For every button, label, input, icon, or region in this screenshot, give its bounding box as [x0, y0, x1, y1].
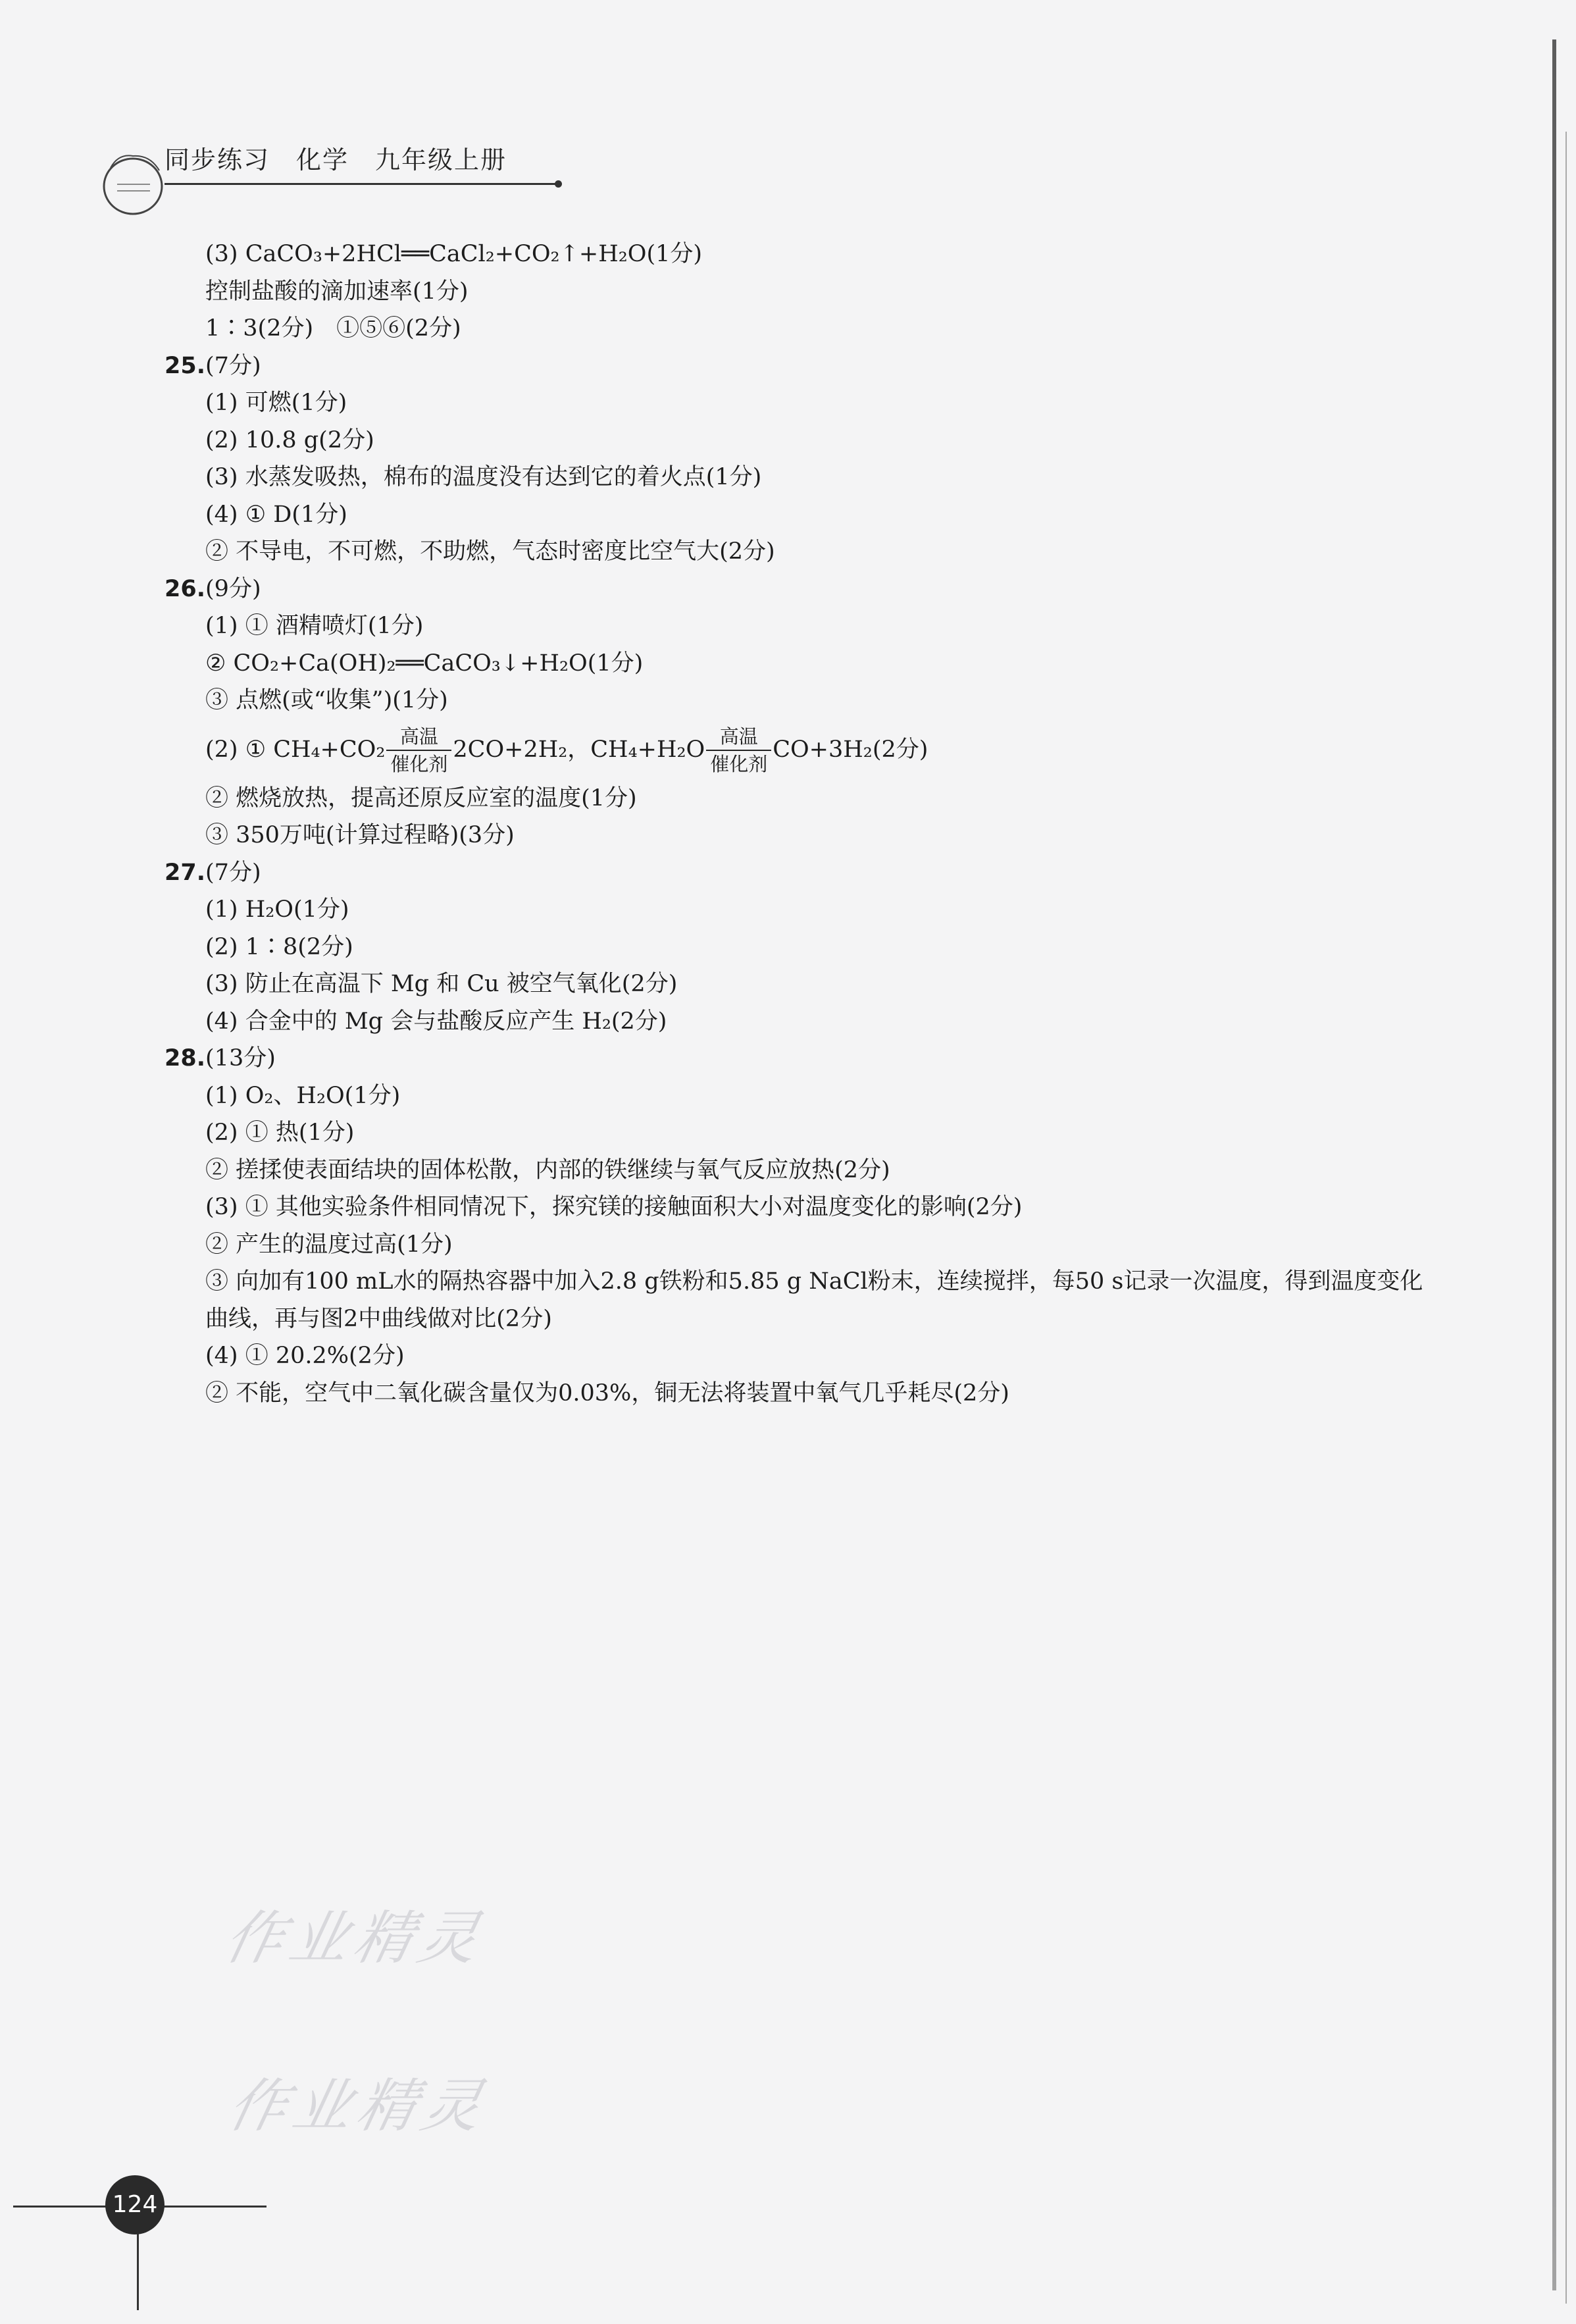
- answer-line: (2) 1∶8(2分): [205, 933, 353, 960]
- answer-line: ② 不能，空气中二氧化碳含量仅为0.03%，铜无法将装置中氧气几乎耗尽(2分): [205, 1380, 1009, 1407]
- answer-line: (1) O₂、H₂O(1分): [205, 1082, 401, 1109]
- answer-line: (1) ① 酒精喷灯(1分): [205, 613, 424, 639]
- question-number: 28.: [165, 1045, 206, 1072]
- question-header: [165, 1040, 1507, 1077]
- question-header: [165, 854, 1507, 892]
- answer-line: (1) H₂O(1分): [205, 896, 349, 923]
- answer-line: (3) ① 其他实验条件相同情况下，探究镁的接触面积大小对温度变化的影响(2分): [205, 1194, 1023, 1220]
- question-score: (7分): [205, 352, 261, 379]
- answer-line: ③ 向加有100 mL水的隔热容器中加入2.8 g铁粉和5.85 g NaCl粉末，连续搅拌，每50 s记录一次温度，得到温度变化: [205, 1268, 1423, 1295]
- answer-line: (4) 合金中的 Mg 会与盐酸反应产生 H₂(2分): [205, 1008, 667, 1035]
- answer-line: ② 产生的温度过高(1分): [205, 1231, 453, 1258]
- answer-line: ② 不导电，不可燃，不助燃，气态时密度比空气大(2分): [205, 538, 775, 565]
- question-header: [165, 348, 1507, 385]
- answer-line: ③ 点燃(或“收集”)(1分): [205, 687, 448, 713]
- scan-edge-shadow: [1552, 39, 1556, 2290]
- answer-line: (3) 防止在高温下 Mg 和 Cu 被空气氧化(2分): [205, 971, 678, 997]
- header-title: [165, 140, 533, 176]
- equation-part: CO+3H₂(2分): [773, 736, 928, 763]
- question-score: (9分): [205, 575, 261, 602]
- question-score: (7分): [205, 859, 261, 886]
- header-grade: 九年级上册: [375, 145, 507, 174]
- answer-line: ② 搓揉使表面结块的固体松散，内部的铁继续与氧气反应放热(2分): [205, 1156, 890, 1183]
- equation-line: [165, 719, 1507, 780]
- answer-line: (3) CaCO₃+2HCl══CaCl₂+CO₂↑+H₂O(1分): [205, 241, 703, 267]
- header-rule: [165, 183, 559, 185]
- answer-line: (4) ① D(1分): [205, 501, 347, 528]
- page-number: 124: [112, 2191, 158, 2218]
- question-header: [165, 571, 1507, 608]
- condition-bottom: 催化剂: [390, 753, 448, 775]
- answer-line: ② 燃烧放热，提高还原反应室的温度(1分): [205, 785, 637, 812]
- answer-line: 曲线，再与图2中曲线做对比(2分): [205, 1305, 552, 1332]
- answer-line: (1) 可燃(1分): [205, 390, 347, 416]
- answer-line: 控制盐酸的滴加速率(1分): [205, 278, 469, 305]
- condition-bottom: 催化剂: [710, 753, 768, 775]
- watermark: 作业精灵: [222, 2072, 495, 2140]
- watermark: 作业精灵: [218, 1904, 492, 1972]
- answer-line: ③ 350万吨(计算过程略)(3分): [205, 822, 515, 848]
- question-number: 25.: [165, 352, 206, 379]
- scan-edge-line: [1565, 132, 1567, 2304]
- reaction-condition: [386, 725, 451, 775]
- answer-line: 1∶3(2分) ①⑤⑥(2分): [205, 315, 461, 342]
- answer-line: (3) 水蒸发吸热，棉布的温度没有达到它的着火点(1分): [205, 464, 762, 490]
- question-number: 27.: [165, 859, 206, 886]
- homework-elf-logo: [99, 148, 171, 220]
- answer-line: ② CO₂+Ca(OH)₂══CaCO₃↓+H₂O(1分): [205, 650, 644, 677]
- question-number: 26.: [165, 575, 206, 602]
- answer-line: (2) ① 热(1分): [205, 1120, 355, 1146]
- header-series: 同步练习: [165, 145, 270, 174]
- question-score: (13分): [205, 1045, 276, 1072]
- header-subject: 化学: [296, 145, 349, 174]
- reaction-condition: [706, 725, 771, 775]
- equation-part: 2CO+2H₂，CH₄+H₂O: [453, 736, 705, 763]
- equation-part: (2) ① CH₄+CO₂: [205, 736, 386, 763]
- condition-top: 高温: [706, 725, 771, 751]
- answer-line: (4) ① 20.2%(2分): [205, 1343, 405, 1369]
- header-rule-dot: [555, 180, 562, 188]
- answer-content: [165, 236, 1507, 1412]
- answer-line: (2) 10.8 g(2分): [205, 426, 374, 453]
- condition-top: 高温: [386, 725, 451, 751]
